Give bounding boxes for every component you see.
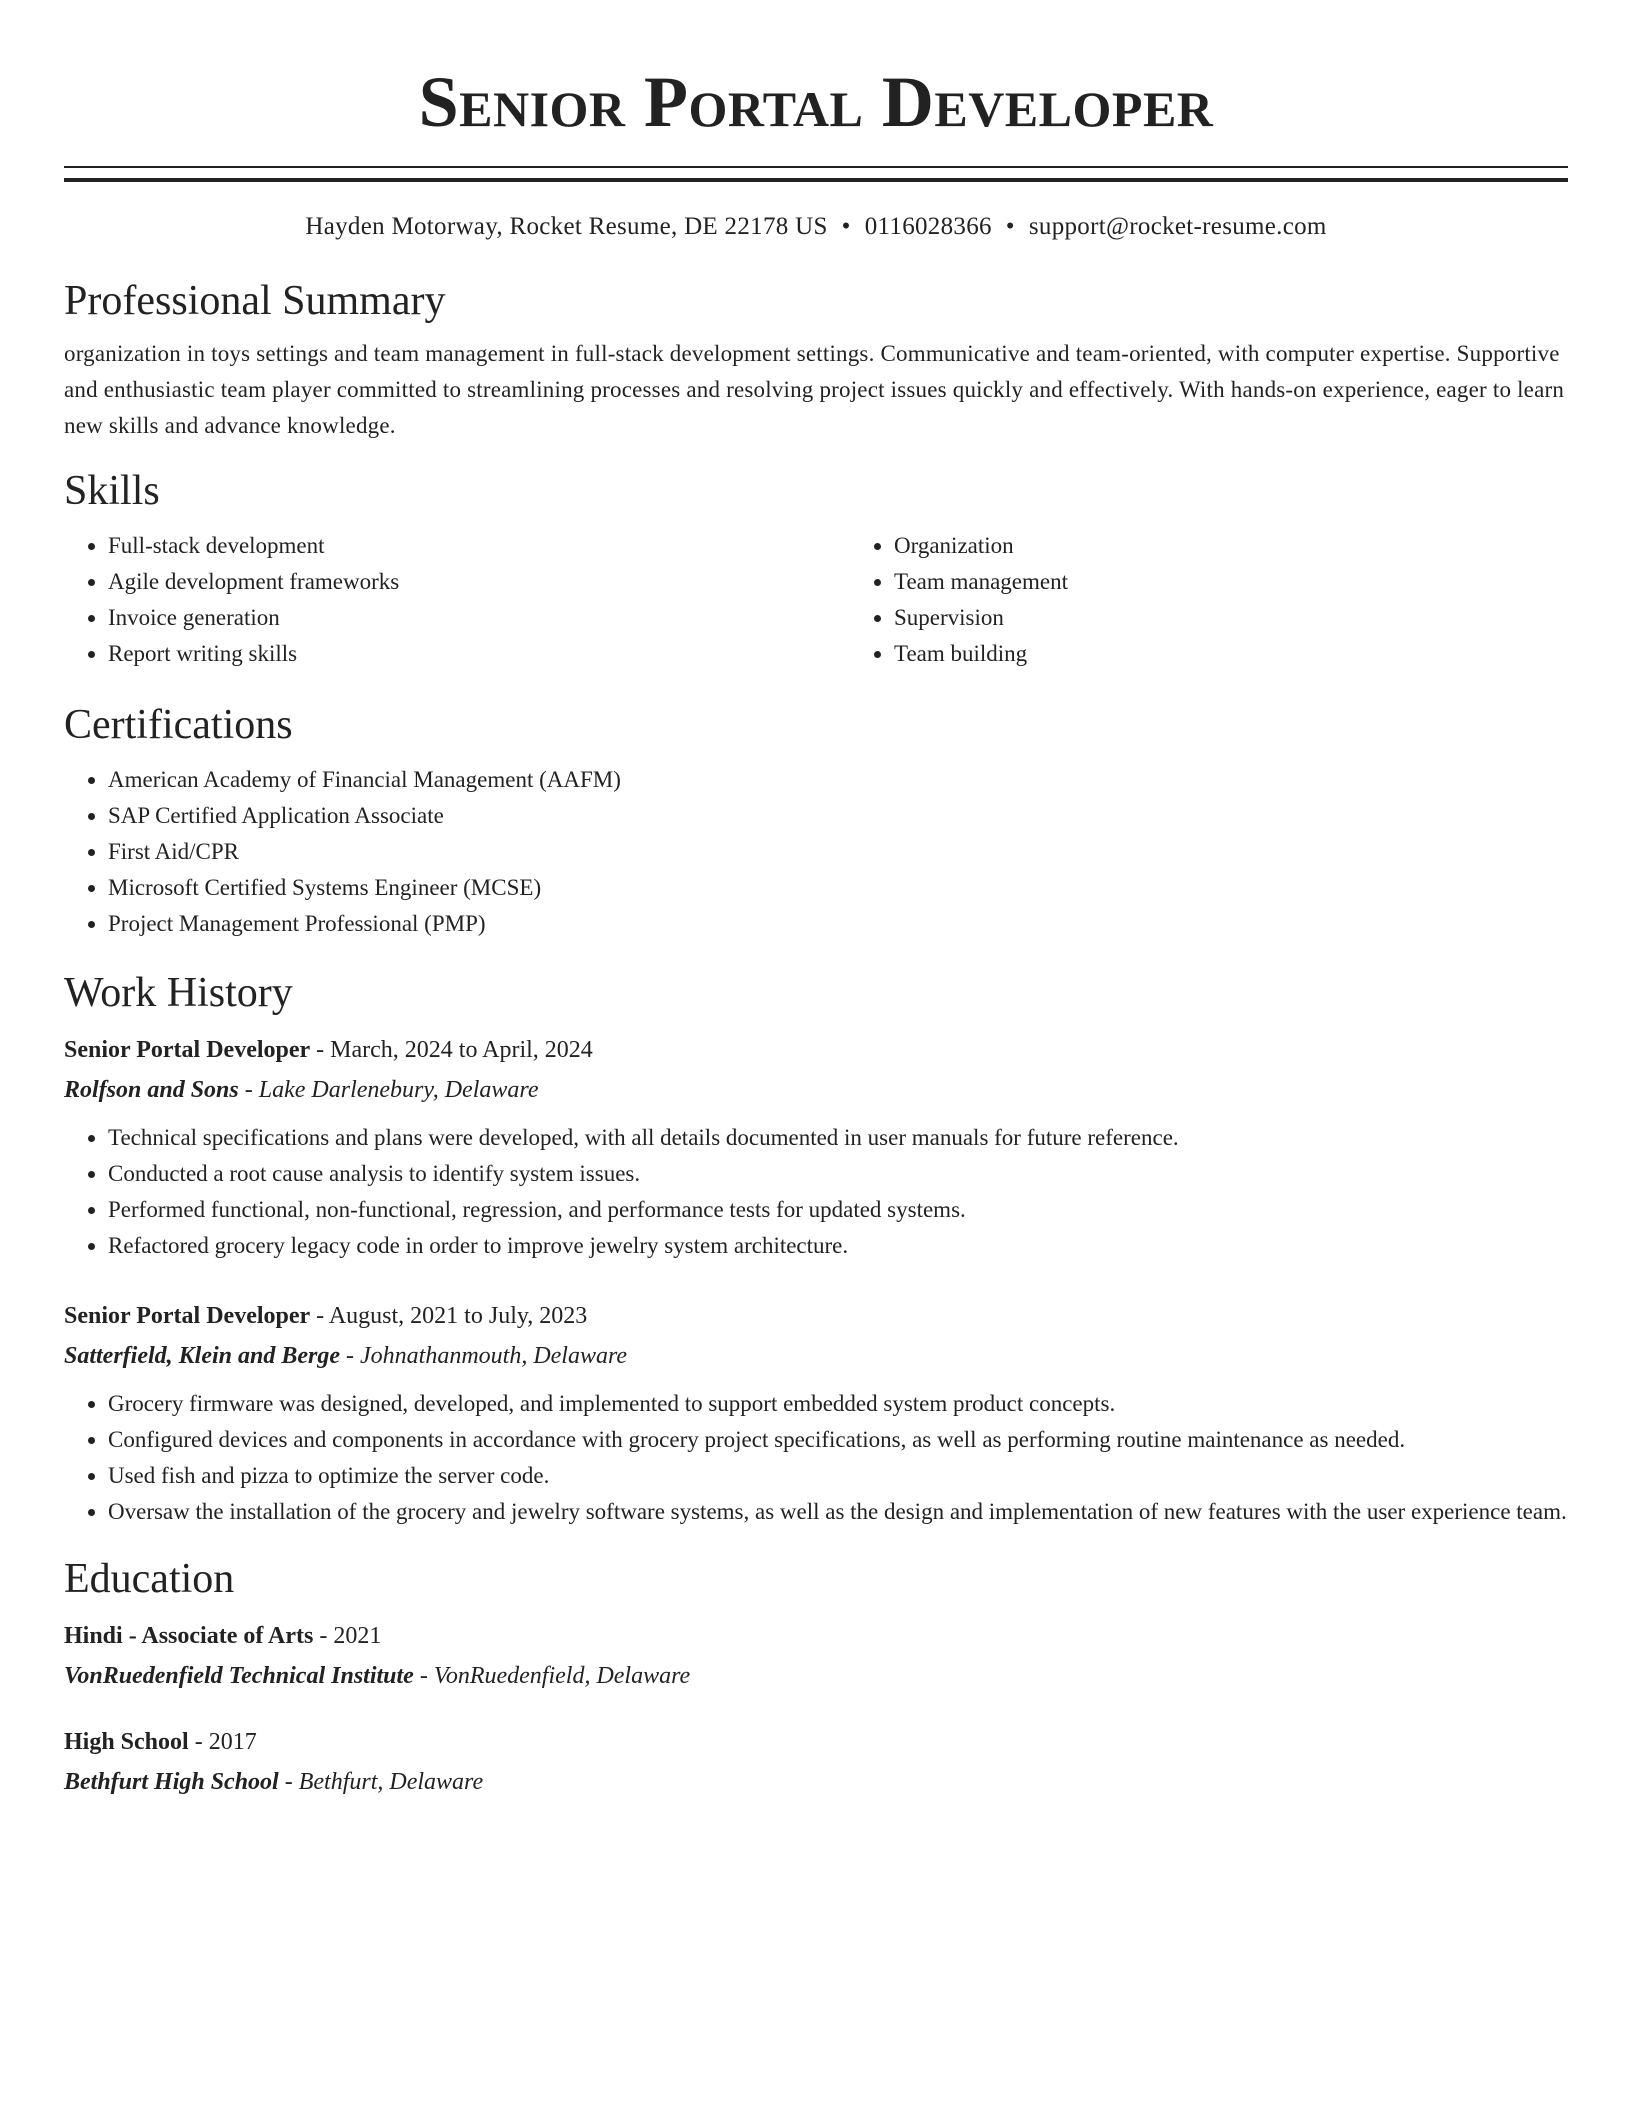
job-bullets [64,1120,1568,1264]
education-year: - 2017 [188,1729,257,1755]
skills-list-right [850,528,1068,672]
education-school: VonRuedenfield Technical Institute [64,1663,414,1689]
skill-item: • Team building [894,636,1068,672]
job-bullet: • Configured devices and components in accordance with grocery project specifications, as well as performing routine maintenance as needed. [108,1422,1568,1458]
skill-item: • Supervision [894,600,1068,636]
job-title: Senior Portal Developer [64,1303,311,1329]
contact-line [64,212,1568,242]
education-degree: Hindi - Associate of Arts [64,1623,314,1649]
education-location: - Bethfurt, Delaware [278,1769,484,1795]
job-employer [64,1072,1568,1108]
skills-grid [64,528,1568,672]
job-entry [64,1298,1568,1530]
skill-item: • Report writing skills [108,636,850,672]
job-header [64,1032,1568,1068]
job-location: - Lake Darlenebury, Delaware [238,1077,539,1103]
contact-separator: • [1005,213,1015,240]
summary-text: organization in toys settings and team management in full-stack development settings. Communicative and team-oriented, with computer expertise. Supportive and enthusiastic team player committed to streamlining processes and resolving project issues quickly and effectively. With hands-on experience, eager to learn new skills and advance knowledge. [64,341,1565,438]
job-location: - Johnathanmouth, Delaware [340,1343,628,1369]
education-header [64,1618,1568,1654]
skill-item: • Agile development frameworks [108,564,850,600]
education-degree: High School [64,1729,189,1755]
certifications-list [64,762,1568,942]
skill-item: • Team management [894,564,1068,600]
job-bullet: • Technical specifications and plans were developed, with all details documented in user manuals for future reference. [108,1120,1568,1156]
job-entry [64,1032,1568,1264]
skill-item: • Organization [894,528,1068,564]
certification-item: • SAP Certified Application Associate [108,798,1568,834]
education-institution [64,1764,1568,1800]
job-dates: - March, 2024 to April, 2024 [310,1037,593,1063]
work-history-heading: Work History [64,970,293,1016]
education-heading: Education [64,1556,235,1602]
education-header [64,1724,1568,1760]
job-company: Satterfield, Klein and Berge [64,1343,340,1369]
job-bullet: • Oversaw the installation of the grocery and jewelry software systems, as well as the design and implementation of new features with the user experience team. [108,1494,1568,1530]
education-entry [64,1724,1568,1800]
certification-item: • Microsoft Certified Systems Engineer (MCSE) [108,870,1568,906]
job-employer [64,1338,1568,1374]
certification-item: • American Academy of Financial Management (AAFM) [108,762,1568,798]
skills-list-left [64,528,850,672]
education-location: - VonRuedenfield, Delaware [413,1663,691,1689]
job-bullet: • Conducted a root cause analysis to identify system issues. [108,1156,1568,1192]
skills-heading: Skills [64,468,160,514]
job-bullet: • Used fish and pizza to optimize the server code. [108,1458,1568,1494]
job-company: Rolfson and Sons [64,1077,239,1103]
certification-item: • Project Management Professional (PMP) [108,906,1568,942]
education-year: - 2021 [313,1623,382,1649]
contact-address: Hayden Motorway, Rocket Resume, DE 22178 US [305,213,828,240]
job-header [64,1298,1568,1334]
job-title: Senior Portal Developer [64,1037,311,1063]
skill-item: • Invoice generation [108,600,850,636]
contact-separator: • [841,213,851,240]
contact-email: support@rocket-resume.com [1028,213,1327,240]
skill-item: • Full-stack development [108,528,850,564]
education-entry [64,1618,1568,1694]
job-bullet: • Grocery firmware was designed, developed, and implemented to support embedded system product concepts. [108,1386,1568,1422]
certifications-heading: Certifications [64,702,293,748]
job-bullets [64,1386,1568,1530]
job-bullet: • Refactored grocery legacy code in order to improve jewelry system architecture. [108,1228,1568,1264]
title-double-rule [64,166,1568,182]
certification-item: • First Aid/CPR [108,834,1568,870]
resume-title: Senior Portal Developer [418,62,1214,142]
job-dates: - August, 2021 to July, 2023 [310,1303,588,1329]
summary-heading: Professional Summary [64,278,446,324]
education-institution [64,1658,1568,1694]
contact-phone: 0116028366 [864,213,992,240]
education-school: Bethfurt High School [64,1769,279,1795]
job-bullet: • Performed functional, non-functional, regression, and performance tests for updated systems. [108,1192,1568,1228]
